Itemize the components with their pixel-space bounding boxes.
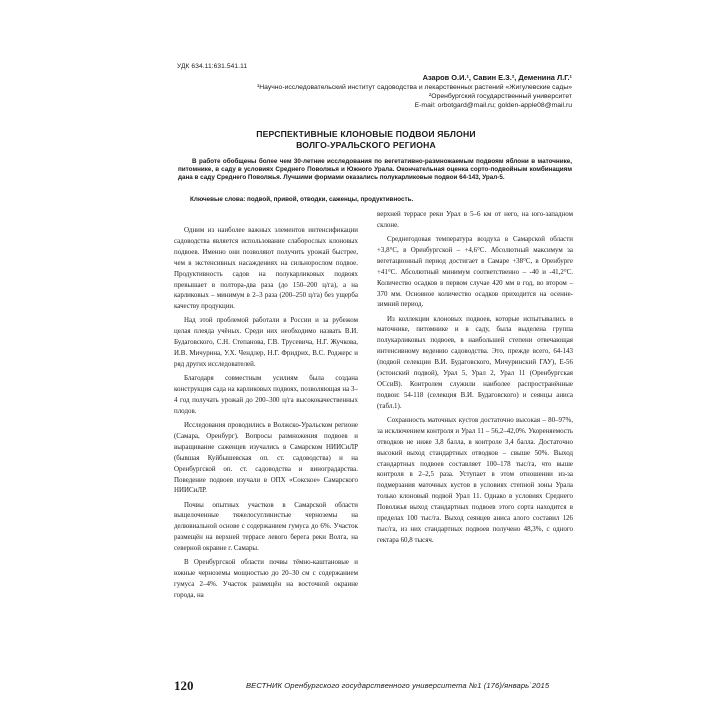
article-title-line-2: ВОЛГО-УРАЛЬСКОГО РЕГИОНА [296, 140, 436, 150]
paragraph: Одним из наиболее важных элементов интенсификации садоводства является использование слаборослых клоновых подвоев. Именно они позволяют получить урожай быстрее, чем в экстенсивных насаждениях на сильнорослом подвое. Продуктивность садов на полукарликовых подвоях превышает в полтора-два раза (до 150–200 ц/га), а на карликовых – минимум в 2–3 раза (200–250 ц/га) без ущерба качеству продукции. [174, 226, 358, 311]
paragraph: Благодаря совместным усилиям была создана конструкция сада на карликовых подвоях, позволяющая на 3–4 год получать урожай до 200–300 ц/га высококачественных плодов. [174, 374, 358, 415]
right-column [377, 209, 573, 549]
paragraph: Почвы опытных участков в Самарской области выщелоченные тяжелосуглинистые черноземы на делювиальной основе с содержанием гумуса до 6%. Участок размещён на верхней террасе левого берега реки Волга, на северной окраине г. Самары. [174, 500, 358, 553]
article-title-line-1: ПЕРСПЕКТИВНЫЕ КЛОНОВЫЕ ПОДВОИ ЯБЛОНИ [256, 129, 476, 139]
paragraph: Среднегодовая температура воздуха в Самарской области +3,8°С, в Оренбургской – +4,6°С. Абсолютный максимум за вегетационный период достигает в Самаре +38°С, в Оренбурге +41°С. Абсолютный минимум соответственно – -40 и -41,2°С. Количество осадков в первом случае 420 мм в год, во втором – 370 мм. Основное количество осадков приходится на осенне-зимний период. [377, 235, 573, 309]
contact-emails: E-mail: orbotgard@mail.ru; golden-apple08@mail.ru [414, 102, 572, 109]
affiliation-2: ²Оренбургский государственный университет [429, 93, 572, 100]
affiliation-1: ¹Научно-исследовательский институт садоводства и лекарственных растений «Жигулевские сады» [256, 84, 572, 91]
paragraph: В Оренбургской области почвы тёмно-каштановые и южные черноземы мощностью до 20–30 см с содержанием гумуса 2–4%. Участок размещён на восточной окраине города, на [174, 558, 358, 599]
abstract: В работе обобщены более чем 30-летние исследования по вегетативно-размножаемым подвоям яблони в маточнике, питомнике, в саду в условиях Среднего Поволжья и Южного Урала. Окончательная оценка сорто-подвойным комбинациям дана в саду Среднего Поволжья. Лучшими формами оказались полукарликовые подвои 64-143, Урал-5. [178, 158, 572, 181]
paragraph: Исследования проводились в Волжско-Уральском регионе (Самара, Оренбург). Вопросы размножения подвоев и выращивание саженцев изучались в Самарском НИИСиЛР (бывшая Куйбышевская оп. ст. садоводства) и на Оренбургской оп. ст. садоводства и виноградарства. Поведение подвоев изучали в ОПХ «Сокское» Самарского НИИСиЛР. [174, 420, 358, 495]
keywords: Ключевые слова: подвой, привой, отводки, саженцы, продуктивность. [190, 196, 414, 203]
paragraph: верхней террасе реки Урал в 5–6 км от него, на юго-западном склоне. [377, 210, 573, 229]
left-column [174, 225, 358, 604]
paragraph: Сохранность маточных кустов достаточно высокая – 80–97%, за исключением контроля и Урал 11 – 56,2–42,0%. Укореняемость отводков не ниже 3,8 балла, в контроле 3,4 балла. Достаточно высокий выход стандартных отводков – свыше 50%. Выход стандартных подвоев составляет 100–178 тыс/га, что выше контроля в 2–2,5 раза. Уступает в этом отношении из-за подмерзания маточных кустов в условиях степной зоны Урала только клоновый подвой Урал 11. Однако в условиях Среднего Поволжья выход стандартных подвоев этого сорта находится в пределах 100 тыс/га. Выход сеянцев аниса алого составил 126 тыс/га, из них стандартных подвоев получено 48,3%, с одного гектара 60,8 тысяч. [377, 415, 573, 544]
paragraph: Из коллекции клоновых подвоев, которые испытывались в маточнике, питомнике и в саду, была выделена группа полукарликовых подвоев, в наибольшей степени отвечающая интенсивному ведению садоводства. Это, прежде всего, 64-143 (подвой селекции В.И. Будаговского, Мичуринский ГАУ), Е-56 (эстонский подвой), Урал 5, Урал 2, Урал 11 (Оренбургская ОСсиВ). Контролем служили наиболее распространённые подвои: 54-118 (селекция В.И. Будаговского) и сеянцы аниса (табл.1). [377, 314, 573, 410]
udc-code: УДК 634.11:631.541.11 [177, 63, 248, 70]
paragraph: Над этой проблемой работали в России и за рубежом целая плеяда учёных. Среди них необходимо назвать В.И. Будаговского, С.Н. Степанова, Г.В. Трусевича, Н.Г. Жучкова, И.В. Мичурина, У.Х. Чендлер, Н.Г. Фридрих, В.С. Роджерс и ряд других исследователей. [174, 316, 358, 369]
page-number: 120 [174, 678, 194, 693]
authors: Азаров О.И.¹, Савин Е.З.², Деменина Л.Г.¹ [422, 73, 572, 82]
journal-footer: ВЕСТНИК Оренбургского государственного университета №1 (176)/январь`2015 [246, 681, 550, 690]
